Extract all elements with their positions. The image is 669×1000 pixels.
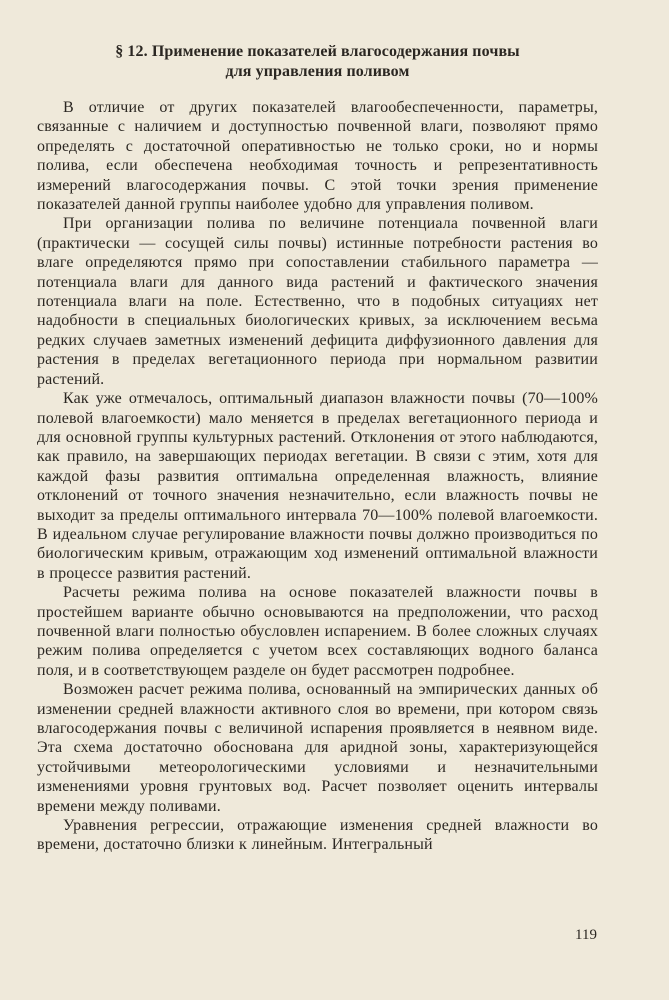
paragraph-2: При организации полива по величине потенциала почвенной влаги (практически — сосущей силы почвы) истинные потребности растения во влаге определяются прямо при сопоставлении стабильного параметра — потенциала влаги для данного вида растений и фактического значения потенциала влаги на поле. Естественно, что в подобных ситуациях нет надобности в специальных биологических кривых, за исключением весьма редких случаев заметных изменений дефицита диффузионного давления для растения в пределах вегетационного периода при нормальном развитии растений.: [37, 215, 598, 388]
paragraph-3: Как уже отмечалось, оптимальный диапазон влажности почвы (70—100% полевой влагоемкости) мало меняется в пределах вегетационного периода и для основной группы культурных растений. Отклонения от этого наблюдаются, как правило, на завершающих периодах вегетации. В связи с этим, хотя для каждой фазы развития оптимальна определенная влажность, влияние отклонений от точного значения незначительно, если влажность почвы не выходит за пределы оптимального интервала 70—100% полевой влагоемкости. В идеальном случае регулирование влажности почвы должно производиться по биологическим кривым, отражающим ход изменений оптимальной влажности в процессе развития растений.: [37, 390, 598, 582]
page-content: [37, 42, 598, 855]
paragraph-6: Уравнения регрессии, отражающие изменения средней влажности во времени, достаточно близки к линейным. Интегральный: [37, 817, 598, 854]
paragraph-1: В отличие от других показателей влагообеспеченности, параметры, связанные с наличием и доступностью почвенной влаги, позволяют прямо определять с достаточной оперативностью не только сроки, но и нормы полива, если обеспечена необходимая точность и репрезентативность измерений влагосодержания почвы. С этой точки зрения применение показателей данной группы наиболее удобно для управления поливом.: [37, 99, 598, 214]
page-number: 119: [575, 927, 597, 943]
section-heading-line-1: § 12. Применение показателей влагосодержания почвы: [115, 43, 520, 60]
section-heading-line-2: для управления поливом: [225, 63, 410, 80]
paragraph-5: Возможен расчет режима полива, основанный на эмпирических данных об изменении средней влажности активного слоя во времени, при котором связь влагосодержания почвы с величиной испарения проявляется в неявном виде. Эта схема достаточно обоснована для аридной зоны, характеризующейся устойчивыми метеорологическими условиями и незначительными изменениями уровня грунтовых вод. Расчет позволяет оценить интервалы времени между поливами.: [37, 681, 598, 815]
section-heading: [37, 42, 598, 82]
paragraph-4: Расчеты режима полива на основе показателей влажности почвы в простейшем варианте обычно основываются на предположении, что расход почвенной влаги полностью обусловлен испарением. В более сложных случаях режим полива определяется с учетом всех составляющих водного баланса поля, и в соответствующем разделе он будет рассмотрен подробнее.: [37, 584, 598, 679]
